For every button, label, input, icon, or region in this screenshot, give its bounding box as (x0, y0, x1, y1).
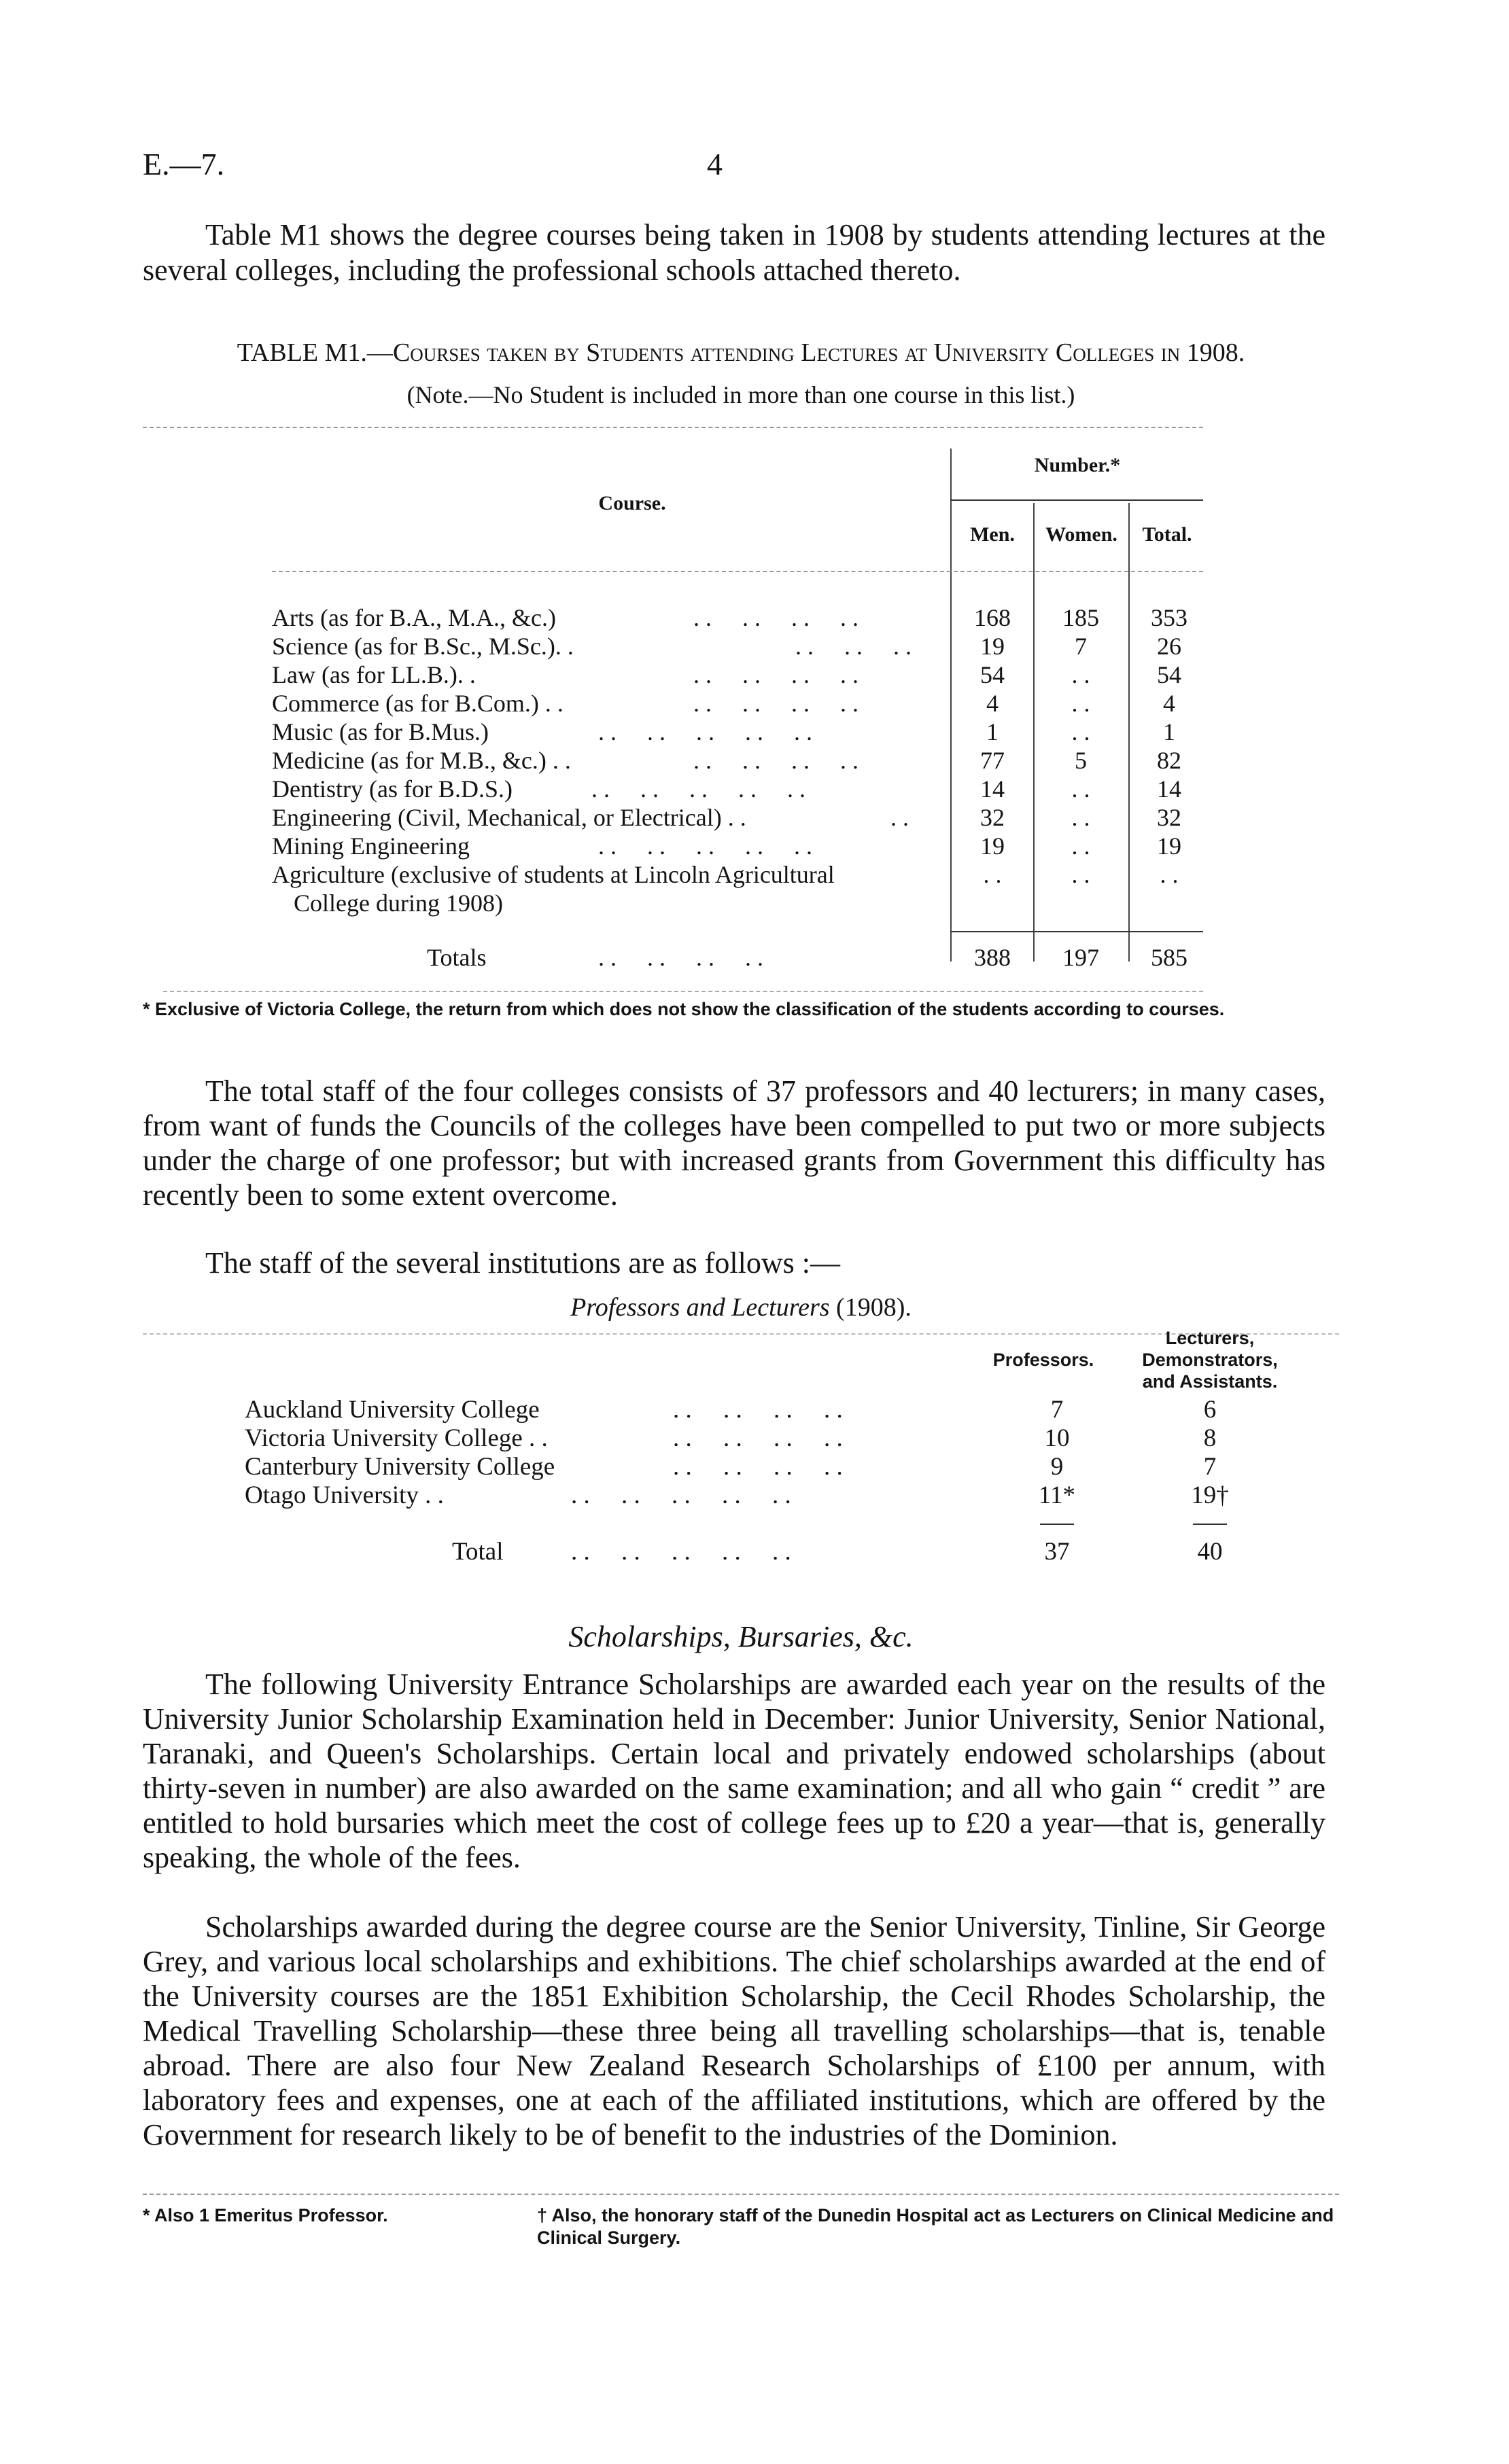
cell-total: 353 (1151, 604, 1187, 631)
totals-women: 197 (1062, 944, 1099, 971)
cell-total: 32 (1157, 804, 1181, 831)
staff-row-name: Victoria University College . . (245, 1424, 548, 1452)
table-m1-title-text: Courses taken by Students attending Lectures at University Colleges in 1908. (392, 338, 1245, 367)
table-m1-note: (Note.—No Student is included in more than one course in this list.) (406, 381, 1075, 408)
cell-men: 19 (980, 832, 1005, 860)
table-row-leaders: . . . . . . . . . . (591, 775, 805, 803)
staff-row-name: Otago University . . (245, 1481, 444, 1509)
table-row-course: Science (as for B.Sc., M.Sc.). . (272, 633, 574, 660)
cell-women: . . (1071, 861, 1090, 888)
document-reference: E.—7. (143, 147, 225, 181)
cell-lecturers: 19† (1191, 1481, 1229, 1509)
table-totals-rule (950, 931, 1203, 932)
cell-men: 14 (980, 775, 1005, 803)
staff-row-leaders: . . . . . . . . . . (571, 1481, 791, 1509)
professors-sum-rule (1040, 1524, 1074, 1525)
cell-total: 19 (1157, 832, 1181, 860)
staff-caption-year: (1908). (829, 1293, 912, 1322)
column-header-total: Total. (1142, 523, 1192, 546)
total-professors: 37 (1044, 1538, 1070, 1566)
scholarships-heading: Scholarships, Bursaries, &c. (568, 1620, 914, 1653)
cell-total: 54 (1157, 661, 1181, 688)
table-row-leaders: . . . . . . . . (693, 604, 858, 631)
totals-leaders: . . . . . . . . (598, 944, 763, 971)
cell-professors: 9 (1050, 1453, 1064, 1481)
cell-total: . . (1160, 861, 1179, 888)
footnote-dagger: † Also, the honorary staff of the Dunedin Hospital act as Lecturers on Clinical Medicine and Clinical Surgery. (537, 2205, 1334, 2248)
staff-intro: The staff of the several institutions are as follows :— (205, 1246, 840, 1280)
table-row-course: Engineering (Civil, Mechanical, or Electrical) . . (272, 804, 746, 831)
table-bottom-rule (163, 991, 1203, 992)
table-row-leaders: . . . . . . . . . . (598, 832, 812, 860)
cell-professors: 7 (1050, 1396, 1064, 1424)
table-row-course: Law (as for LL.B.). . (272, 661, 476, 688)
totals-men: 388 (974, 944, 1011, 971)
cell-women: 7 (1075, 633, 1087, 660)
cell-women: . . (1071, 775, 1090, 803)
cell-women: . . (1071, 661, 1090, 688)
table-row-course: Agriculture (exclusive of students at Lincoln Agricultural (272, 861, 835, 888)
cell-women: . . (1071, 718, 1090, 745)
total-lecturers: 40 (1197, 1538, 1223, 1566)
cell-women: . . (1071, 804, 1090, 831)
cell-total: 82 (1157, 747, 1181, 774)
table-row-course-continued: College during 1908) (294, 890, 503, 917)
staff-row-leaders: . . . . . . . . (673, 1424, 843, 1452)
column-header-men: Men. (970, 523, 1015, 546)
cell-men: 54 (980, 661, 1005, 688)
staff-row-name: Auckland University College (245, 1396, 540, 1424)
cell-lecturers: 6 (1203, 1396, 1217, 1424)
staff-table-caption (143, 1292, 1339, 1322)
footnote-star: * Also 1 Emeritus Professor. (143, 2205, 388, 2225)
column-header-lecturers-line2: Demonstrators, (1142, 1350, 1278, 1370)
table-row-course: Music (as for B.Mus.) (272, 718, 489, 745)
table-header-rule (272, 571, 1203, 572)
cell-total: 1 (1163, 718, 1175, 745)
column-header-lecturers-line1: Lecturers, (1165, 1328, 1255, 1348)
cell-total: 14 (1157, 775, 1181, 803)
cell-men: 1 (986, 718, 999, 745)
cell-women: . . (1071, 832, 1090, 860)
table-m1-title-prefix: TABLE M1.— (237, 338, 393, 367)
page-number: 4 (707, 147, 723, 181)
staff-total-label: Total (452, 1538, 504, 1566)
column-header-professors: Professors. (992, 1350, 1094, 1370)
cell-lecturers: 8 (1203, 1424, 1217, 1452)
table-row-course: Commerce (as for B.Com.) . . (272, 690, 563, 717)
table-row-leaders: . . . . . . (795, 633, 912, 660)
intro-paragraph: Table M1 shows the degree courses being taken in 1908 by students attending lectures at the several colleges, including the professional schools attached thereto. (143, 218, 1325, 287)
cell-men: 168 (974, 604, 1011, 631)
table-row-leaders: . . (890, 804, 909, 831)
cell-professors: 11* (1038, 1481, 1076, 1509)
table-number-rule (950, 499, 1203, 501)
cell-men: 19 (980, 633, 1005, 660)
staff-total-leaders: . . . . . . . . . . (571, 1538, 791, 1566)
table-row-course: Mining Engineering (272, 832, 470, 860)
staff-paragraph: The total staff of the four colleges consists of 37 professors and 40 lecturers; in many cases, from want of funds the Councils of the colleges have been compelled to put two or more subjects under the charge of one professor; but with increased grants from Government this difficulty has recently been to some extent overcome. (143, 1074, 1325, 1212)
staff-row-leaders: . . . . . . . . (673, 1396, 843, 1424)
table-row-course: Dentistry (as for B.D.S.) (272, 775, 513, 803)
staff-row-name: Canterbury University College (245, 1453, 555, 1481)
cell-lecturers: 7 (1203, 1453, 1217, 1481)
column-header-lecturers-line3: and Assistants. (1142, 1371, 1278, 1392)
table-m1-title (143, 338, 1339, 368)
cell-women: 185 (1062, 604, 1099, 631)
cell-men: . . (983, 861, 1002, 888)
staff-row-leaders: . . . . . . . . (673, 1453, 843, 1481)
table-row-leaders: . . . . . . . . (693, 747, 858, 774)
cell-total: 4 (1163, 690, 1175, 717)
table-row-leaders: . . . . . . . . . . (598, 718, 812, 745)
column-header-course: Course. (598, 492, 666, 514)
column-header-lecturers (1128, 1327, 1291, 1392)
column-header-women: Women. (1045, 523, 1117, 546)
table-m1-footnote: * Exclusive of Victoria College, the return from which does not show the classification of the students according to courses. (143, 999, 1225, 1019)
table-row-leaders: . . . . . . . . (693, 661, 858, 688)
cell-men: 32 (980, 804, 1005, 831)
cell-professors: 10 (1044, 1424, 1070, 1452)
cell-men: 77 (980, 747, 1005, 774)
totals-label: Totals (427, 944, 487, 971)
table-row-course: Medicine (as for M.B., &c.) . . (272, 747, 571, 774)
table-row-leaders: . . . . . . . . (693, 690, 858, 717)
table-top-rule (143, 427, 1203, 428)
scholarships-paragraph-1: The following University Entrance Scholarships are awarded each year on the results of the University Junior Scholarship Examination held in December: Junior University, Senior National, Taranaki, and Queen's Scholarships. Certain local and privately endowed scholarships (about thirty-seven in number) are also awarded on the same examination; and all who gain “ credit ” are entitled to hold bursaries which meet the cost of college fees up to £20 a year—that is, generally speaking, the whole of the fees. (143, 1668, 1325, 1874)
cell-women: 5 (1075, 747, 1087, 774)
staff-caption-text: Professors and Lecturers (570, 1293, 830, 1322)
column-header-number: Number.* (1034, 454, 1121, 476)
lecturers-sum-rule (1193, 1524, 1227, 1525)
cell-total: 26 (1157, 633, 1181, 660)
cell-women: . . (1071, 690, 1090, 717)
totals-total: 585 (1151, 944, 1187, 971)
footnote-rule (143, 2194, 1339, 2195)
cell-men: 4 (986, 690, 999, 717)
table-row-course: Arts (as for B.A., M.A., &c.) (272, 604, 556, 631)
scholarships-paragraph-2: Scholarships awarded during the degree course are the Senior University, Tinline, Sir George Grey, and various local scholarships and exhibitions. The chief scholarships awarded at the end of the University courses are the 1851 Exhibition Scholarship, the Cecil Rhodes Scholarship, the Medical Travelling Scholarship—these three being all travelling scholarships—that is, tenable abroad. There are also four New Zealand Research Scholarships of £100 per annum, with laboratory fees and expenses, one at each of the affiliated institutions, which are offered by the Government for research likely to be of benefit to the industries of the Dominion. (143, 1910, 1325, 2151)
